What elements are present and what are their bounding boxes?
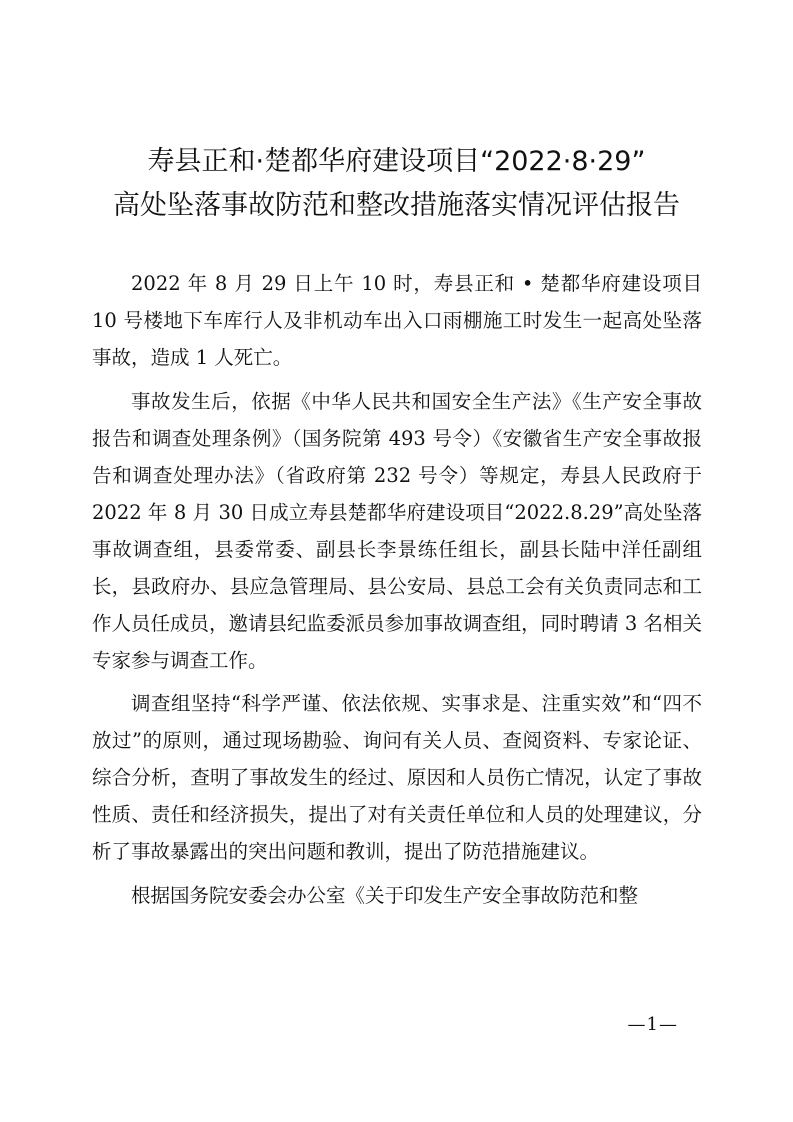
paragraph-investigation-team: 事故发生后，依据《中华人民共和国安全生产法》《生产安全事故报告和调查处理条例》（国务院第 493 号令）《安徽省生产安全事故报告和调查处理办法》（省政府第 232 号令）等规定，寿县人民政府于 2022 年 8 月 30 日成立寿县楚都华府建设项目“2022.8.29”高处坠落事故调查组，县委常委、副县长李景练任组长，副县长陆中洋任副组长，县政府办、县应急管理局、县公安局、县总工会有关负责同志和工作人员任成员，邀请县纪监委派员参加事故调查组，同时聘请 3 名相关专家参与调查工作。	[92, 389, 702, 672]
paragraph-basis: 根据国务院安委会办公室《关于印发生产安全事故防范和整	[131, 883, 639, 907]
title-line-2: 高处坠落事故防范和整改措施落实情况评估报告	[113, 190, 680, 221]
document-title	[0, 140, 793, 228]
document-body	[92, 265, 702, 920]
paragraph-investigation-principles: 调查组坚持“科学严谨、依法依规、实事求是、注重实效”和“四不放过”的原则，通过现场勘验、询问有关人员、查阅资料、专家论证、综合分析，查明了事故发生的经过、原因和人员伤亡情况，认定了事故性质、责任和经济损失，提出了对有关责任单位和人员的处理建议，分析了事故暴露出的突出问题和教训，提出了防范措施建议。	[92, 692, 702, 863]
paragraph-incident-summary: 2022 年 8 月 29 日上午 10 时，寿县正和 • 楚都华府建设项目 10 号楼地下车库行人及非机动车出入口雨棚施工时发生一起高处坠落事故，造成 1 人死亡。	[92, 272, 702, 369]
page-number: —1—	[627, 1014, 678, 1035]
title-line-1: 寿县正和·楚都华府建设项目“2022·8·29”	[147, 146, 646, 177]
